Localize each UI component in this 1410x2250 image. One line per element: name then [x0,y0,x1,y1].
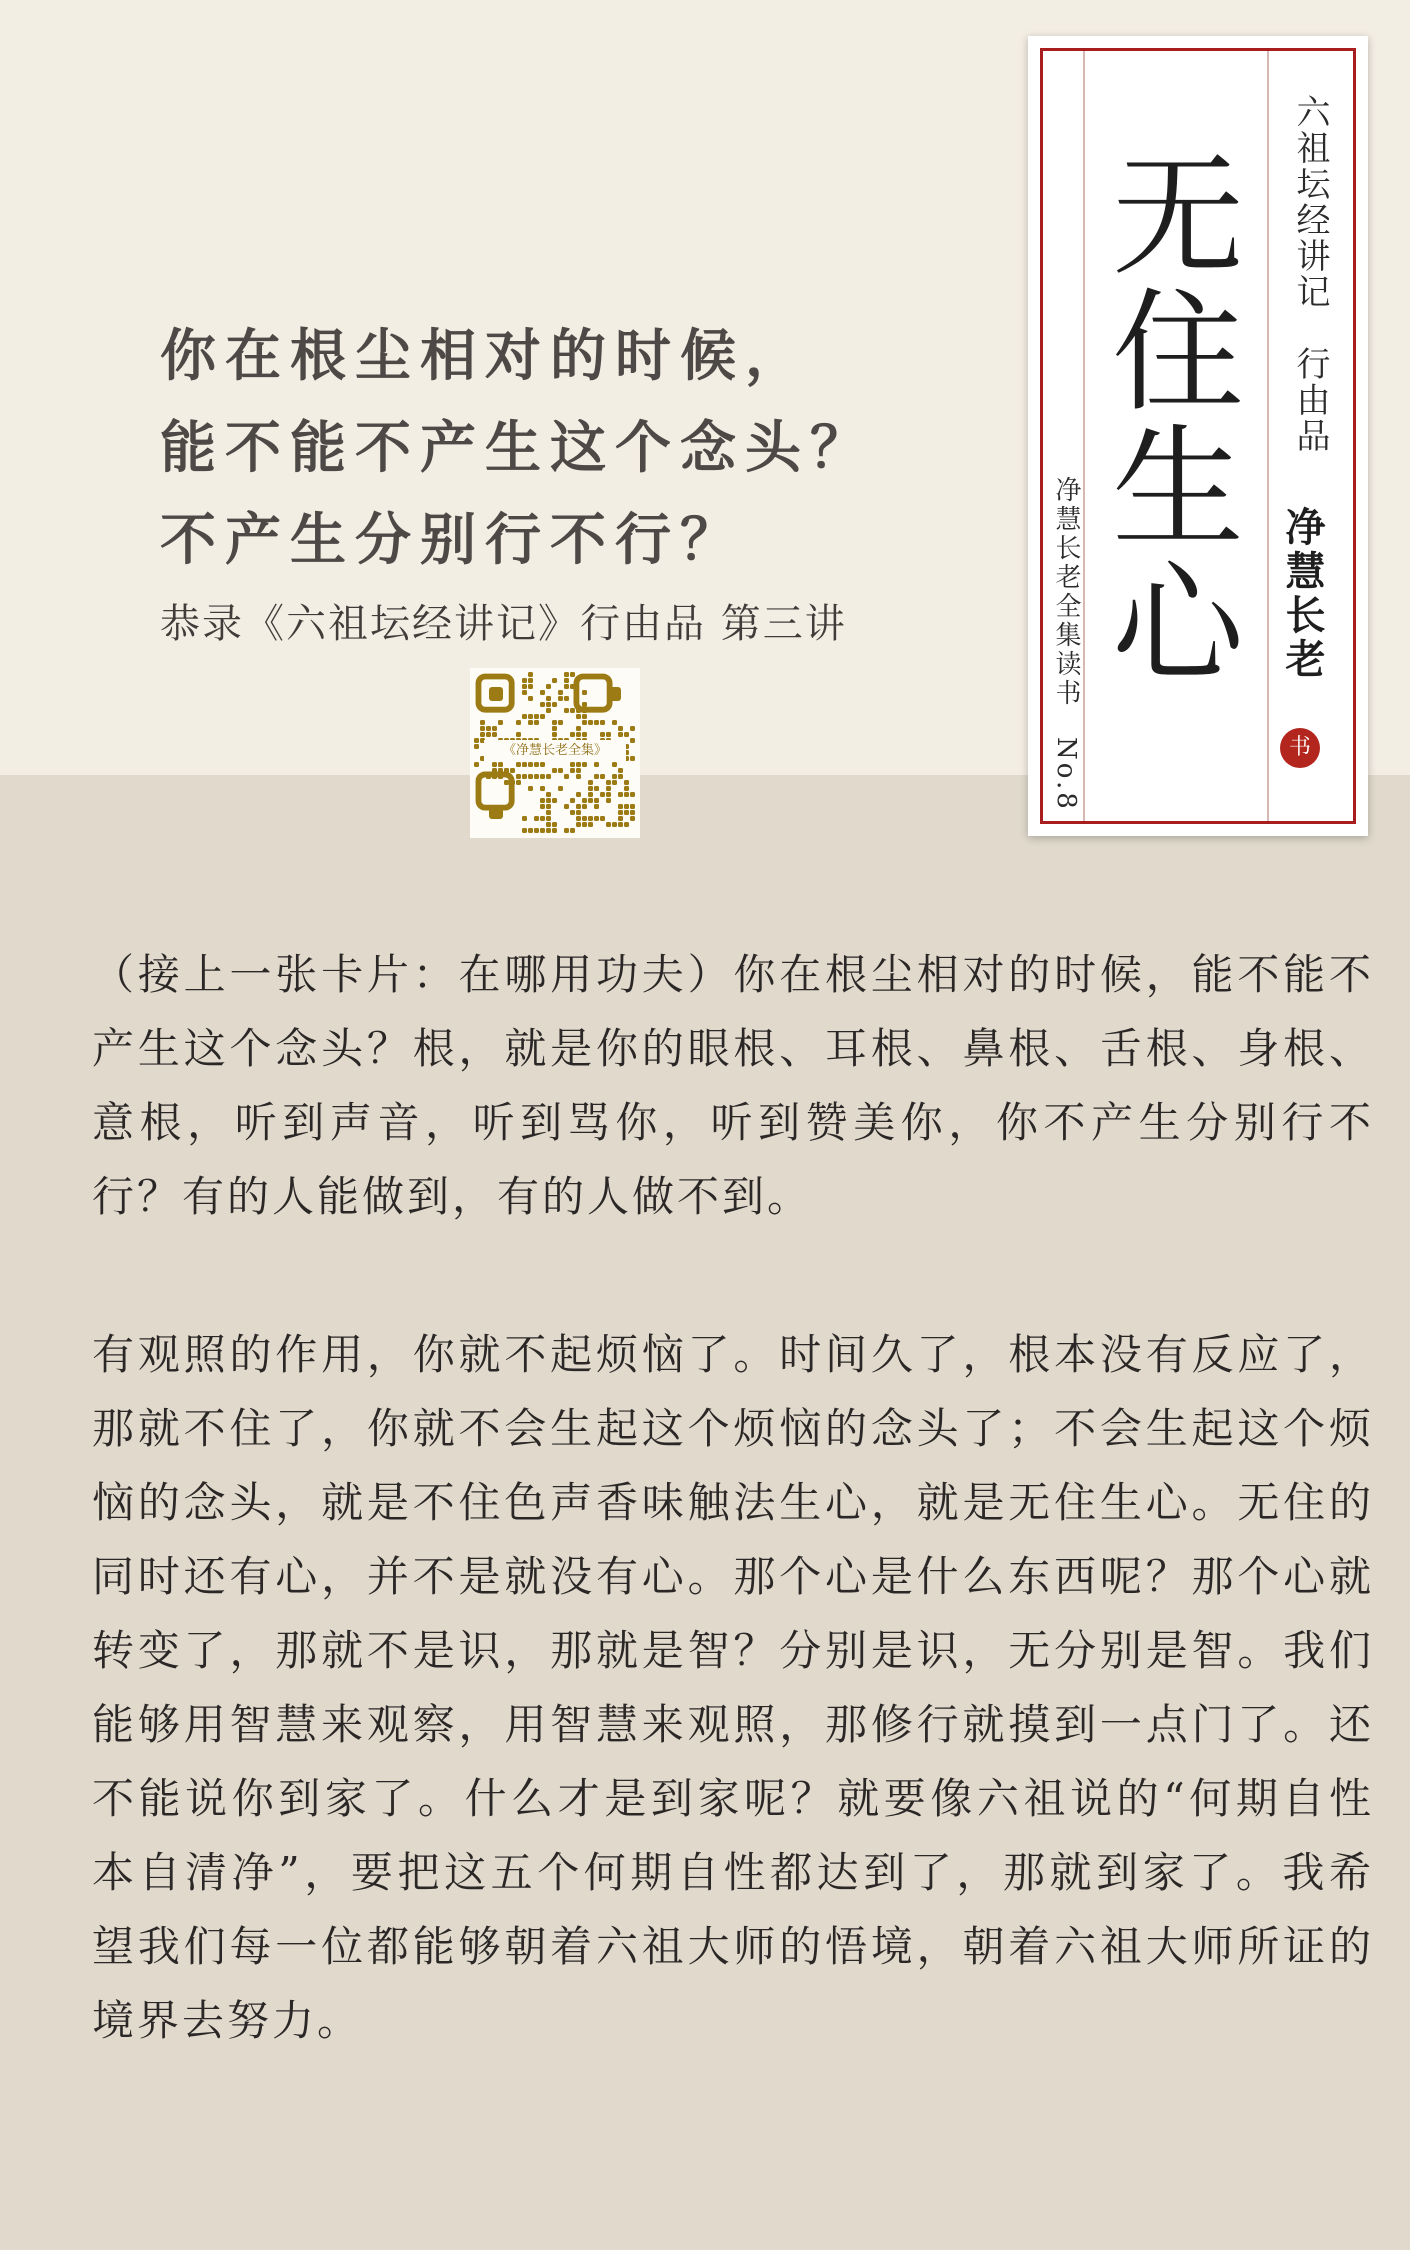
qr-label: 《净慧长老全集》 [484,740,626,762]
headline-quote [160,310,960,586]
card-series: 六祖坛经讲记 行由品 [1290,94,1330,454]
card-divider [1267,51,1269,821]
headline-line: 不产生分别行不行？ [160,507,745,573]
headline-line: 你在根尘相对的时候， [160,323,810,389]
qr-code[interactable] [470,668,640,838]
headline-line: 能不能不产生这个念头？ [160,415,875,481]
source-line: 恭录《六祖坛经讲记》行由品 第三讲 [160,601,847,647]
card-title: 无住生心 [1089,146,1243,690]
card-collection: 净慧长老全集读书 No.8 [1051,476,1081,812]
title-card [1028,36,1368,836]
card-author: 净慧长老 [1279,506,1326,682]
paragraph-text: （接上一张卡片：在哪用功夫）你在根尘相对的时候，能不能不产生这个念头？根，就是你的眼根、耳根、鼻根、舌根、身根、意根，听到声音，听到骂你，听到赞美你，你不产生分别行不行？有的人能做到，有的人做不到。 [92,950,1374,1221]
seal-stamp: 书 [1280,728,1320,768]
paragraph-text: 有观照的作用，你就不起烦恼了。时间久了，根本没有反应了，那就不住了，你就不会生起这个烦恼的念头了；不会生起这个烦恼的念头，就是不住色声香味触法生心，就是无住生心。无住的同时还有心，并不是就没有心。那个心是什么东西呢？那个心就转变了，那就不是识，那就是智？分别是识，无分别是智。我们能够用智慧来观察，用智慧来观照，那修行就摸到一点门了。还不能说你到家了。什么才是到家呢？就要像六祖说的“何期自性本自清净”，要把这五个何期自性都达到了，那就到家了。我希望我们每一位都能够朝着六祖大师的悟境，朝着六祖大师所证的境界去努力。 [92,1330,1374,2045]
body-paragraph [92,938,1374,1234]
body-paragraph [92,1318,1374,2058]
